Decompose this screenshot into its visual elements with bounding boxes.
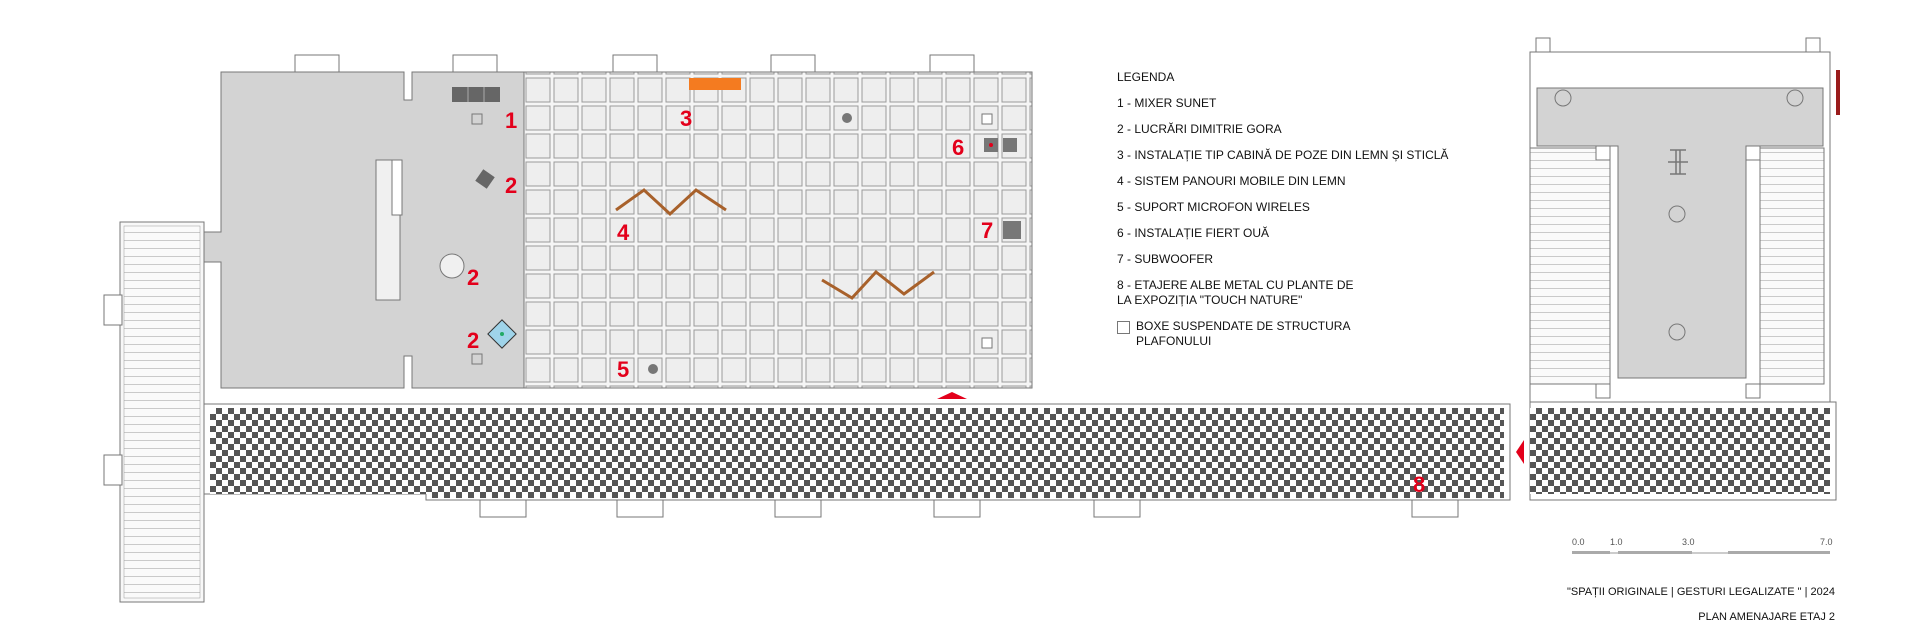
corridor — [204, 404, 1510, 500]
marker-4: 4 — [617, 220, 630, 245]
marker-8: 8 — [1413, 472, 1426, 497]
marker-1: 1 — [505, 108, 518, 133]
marker-2b: 2 — [467, 265, 480, 290]
legend-item-3: 3 - INSTALAȚIE TIP CABINĂ DE POZE DIN LEMN ȘI STICLĂ — [1117, 148, 1449, 162]
subwoofer — [1003, 221, 1021, 239]
legend-item-5: 5 - SUPORT MICROFON WIRELES — [1117, 200, 1310, 214]
legend-box-line1: BOXE SUSPENDATE DE STRUCTURA — [1136, 319, 1351, 333]
legend-item-8-line1: 8 - ETAJERE ALBE METAL CU PLANTE DE — [1117, 278, 1354, 292]
legend-item-1: 1 - MIXER SUNET — [1117, 96, 1217, 110]
photo-booth — [689, 78, 741, 90]
entrance-arrow — [937, 392, 967, 399]
scale-tick-7: 7.0 — [1820, 537, 1833, 547]
plan-title: PLAN AMENAJARE ETAJ 2 — [1698, 611, 1835, 623]
scale-bar — [1572, 551, 1830, 554]
wing-entrance-arrow — [1516, 440, 1524, 464]
scale-tick-0: 0.0 — [1572, 537, 1585, 547]
top-window-niches — [295, 55, 974, 72]
left-stair-tower — [104, 222, 204, 602]
right-wing — [1516, 38, 1840, 500]
legend-title: LEGENDA — [1117, 70, 1175, 84]
project-credit: "SPAȚII ORIGINALE | GESTURI LEGALIZATE " | 2024 — [1566, 586, 1835, 598]
legend — [1117, 70, 1517, 349]
legend-item-8-line2: LA EXPOZIȚIA "TOUCH NATURE" — [1117, 293, 1303, 307]
marker-5: 5 — [617, 357, 630, 382]
marker-6: 6 — [952, 135, 965, 160]
scale-tick-1: 1.0 — [1610, 537, 1623, 547]
legend-item-4: 4 - SISTEM PANOURI MOBILE DIN LEMN — [1117, 174, 1346, 188]
suspended-speaker-icon — [1117, 321, 1130, 334]
exhibition-hall — [524, 72, 1032, 399]
marker-7: 7 — [981, 218, 994, 243]
legend-item-8 — [1117, 278, 1517, 308]
bottom-window-niches — [480, 500, 1458, 517]
marker-2a: 2 — [505, 173, 518, 198]
legend-item-2: 2 - LUCRĂRI DIMITRIE GORA — [1117, 122, 1282, 136]
legend-item-6: 6 - INSTALAȚIE FIERT OUĂ — [1117, 226, 1270, 240]
scale-tick-3: 3.0 — [1682, 537, 1695, 547]
legend-box-row — [1117, 319, 1517, 349]
legend-box-line2: PLAFONULUI — [1136, 334, 1212, 348]
legend-item-7: 7 - SUBWOOFER — [1117, 252, 1214, 266]
marker-3: 3 — [680, 106, 693, 131]
marker-2c: 2 — [467, 328, 480, 353]
